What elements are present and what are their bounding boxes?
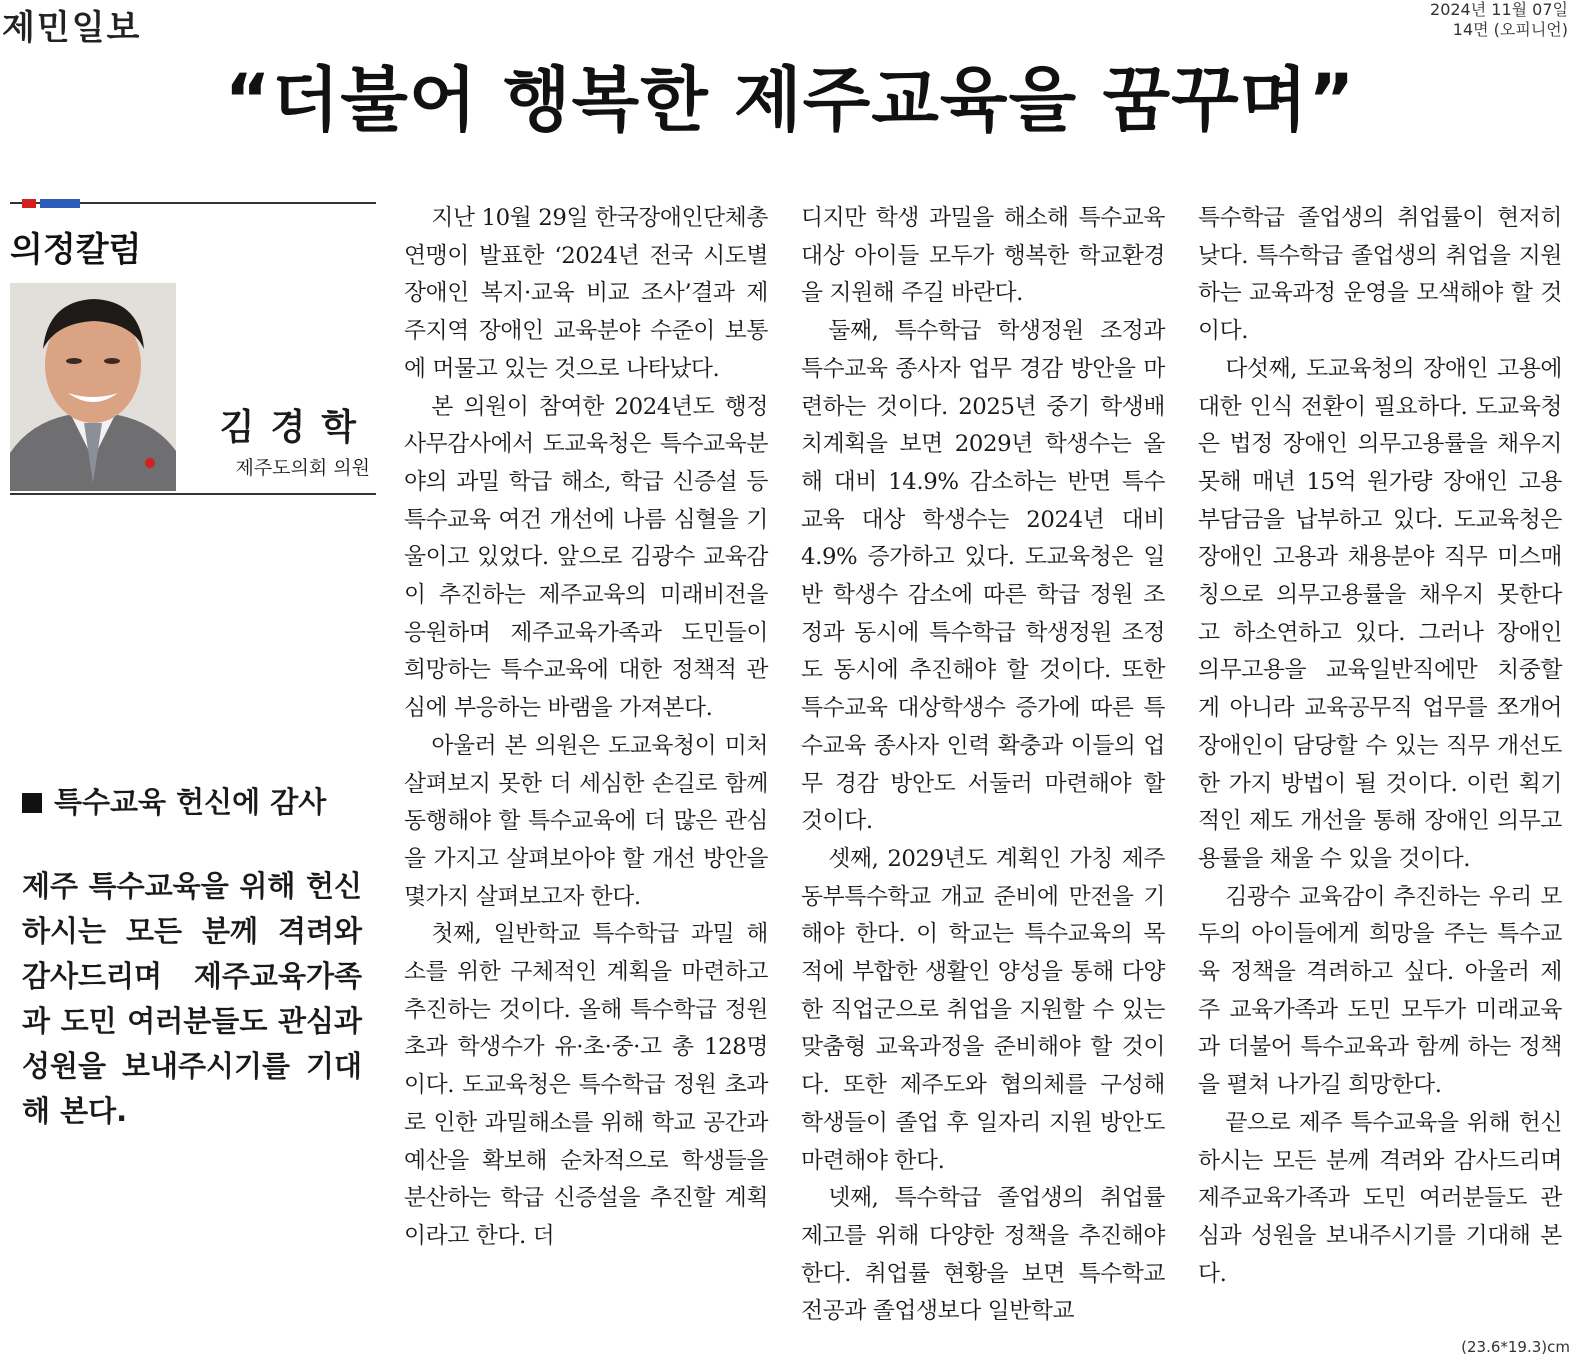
body-paragraph: 특수학급 졸업생의 취업률이 현저히 낮다. 특수학급 졸업생의 취업을 지원하는 교육과정 운영을 모색해야 할 것이다. [1198, 205, 1562, 345]
page-section: 14면 (오피니언) [1452, 20, 1568, 39]
body-paragraph: 김광수 교육감이 추진하는 우리 모두의 아이들에게 희망을 주는 특수교육 정책을 격려하고 싶다. 아울러 제주 교육가족과 도민 모두가 미래교육과 더불어 특수교육과 함께 하는 정책을 펼쳐 나가길 희망한다. [1198, 883, 1562, 1099]
pull-quote: 제주 특수교육을 위해 헌신하시는 모든 분께 격려와 감사드리며 제주교육가족과 도민 여러분들도 관심과 성원을 보내주시기를 기대해 본다. [22, 869, 362, 1128]
dateline [1430, 0, 1568, 40]
body-paragraph: 본 의원이 참여한 2024년도 행정사무감사에서 도교육청은 특수교육분야의 과밀 학급 해소, 학급 신증설 등 특수교육 여건 개선에 나름 심혈을 기울이고 있었다. 앞으로 김광수 교육감이 추진하는 제주교육의 미래비전을 응원하며 제주교육가족과 도민들이 희망하는 특수교육에 대한 정책적 관심에 부응하는 바램을 가져본다. [404, 393, 768, 722]
body-column-1 [404, 200, 768, 1256]
subheading [22, 780, 326, 821]
body-column-3 [1198, 200, 1562, 1293]
size-note: (23.6*19.3)cm [1461, 1338, 1570, 1356]
author-name: 김경학 [219, 407, 372, 448]
body-paragraph: 다섯째, 도교육청의 장애인 고용에 대한 인식 전환이 필요하다. 도교육청은 법정 장애인 의무고용률을 채우지 못해 매년 15억 원가량 장애인 고용부담금을 납부하고 있다. 도교육청은 장애인 고용과 채용분야 직무 미스매칭으로 의무고용률을 채우지 못한다고 하소연하고 있다. 그러나 장애인 의무고용을 교육일반직에만 치중할 게 아니라 교육공무직 업무를 쪼개어 장애인이 담당할 수 있는 직무 개선도 한 가지 방법이 될 것이다. 이런 획기적인 제도 개선을 통해 장애인 의무고용률을 채울 수 있을 것이다. [1198, 355, 1562, 872]
body-paragraph: 셋째, 2029년도 계획인 가칭 제주동부특수학교 개교 준비에 만전을 기해야 한다. 이 학교는 특수교육의 목적에 부합한 생활인 양성을 통해 다양한 직업군으로 취업을 지원할 수 있는 맞춤형 교육과정을 준비해야 할 것이다. 또한 제주도와 협의체를 구성해 학생들이 졸업 후 일자리 지원 방안도 마련해야 한다. [801, 845, 1165, 1174]
article-headline: “더불어 행복한 제주교육을 꿈꾸며” [224, 59, 1356, 141]
subheading-text: 특수교육 헌신에 감사 [54, 785, 327, 819]
body-paragraph: 넷째, 특수학급 졸업생의 취업률 제고를 위해 다양한 정책을 추진해야 한다. 취업률 현황을 보면 특수학교 전공과 졸업생보다 일반학교 [801, 1185, 1165, 1325]
section-rule [10, 198, 376, 208]
author-title: 제주도의회 의원 [235, 457, 370, 479]
author-block [10, 283, 376, 495]
body-paragraph: 끝으로 제주 특수교육을 위해 헌신하시는 모든 분께 격려와 감사드리며 제주교육가족과 도민 여러분들도 관심과 성원을 보내주시기를 기대해 본다. [1198, 1109, 1562, 1287]
column-sidebar [10, 198, 376, 495]
body-paragraph: 아울러 본 의원은 도교육청이 미처 살펴보지 못한 더 세심한 손길로 함께 동행해야 할 특수교육에 더 많은 관심을 가지고 살펴보아야 할 개선 방안을 몇가지 살펴보고자 한다. [404, 732, 768, 910]
body-paragraph: 지난 10월 29일 한국장애인단체총연맹이 발표한 ‘2024년 전국 시도별 장애인 복지·교육 비교 조사’결과 제주지역 장애인 교육분야 수준이 보통에 머물고 있는 것으로 나타났다. [404, 205, 768, 382]
body-paragraph: 첫째, 일반학교 특수학급 과밀 해소를 위한 구체적인 계획을 마련하고 추진하는 것이다. 올해 특수학급 정원 초과 학생수가 유·초·중·고 총 128명이다. 도교육청은 특수학급 정원 초과로 인한 과밀해소를 위해 학교 공간과 예산을 확보해 순차적으로 학생들을 분산하는 학급 신증설을 추진할 계획이라고 한다. 더 [404, 921, 768, 1249]
section-label: 의정칼럼 [10, 230, 142, 270]
body-column-2 [801, 200, 1165, 1331]
newspaper-masthead: 제민일보 [2, 8, 142, 48]
body-paragraph: 둘째, 특수학급 학생정원 조정과 특수교육 종사자 업무 경감 방안을 마련하는 것이다. 2025년 중기 학생배치계획을 보면 2029년 학생수는 올해 대비 14.9% 감소하는 반면 특수교육 대상 학생수는 2024년 대비 4.9% 증가하고 있다. 도교육청은 일반 학생수 감소에 따른 학급 정원 조정과 동시에 특수학급 학생정원 조정도 동시에 추진해야 할 것이다. 또한 특수교육 대상학생수 증가에 따른 특수교육 종사자 인력 확충과 이들의 업무 경감 방안도 서둘러 마련해야 할 것이다. [801, 318, 1165, 835]
author-photo [10, 283, 176, 491]
body-paragraph: 디지만 학생 과밀을 해소해 특수교육 대상 아이들 모두가 행복한 학교환경을 지원해 주길 바란다. [801, 205, 1165, 307]
square-bullet-icon [22, 793, 42, 813]
publication-date: 2024년 11월 07일 [1430, 0, 1568, 19]
